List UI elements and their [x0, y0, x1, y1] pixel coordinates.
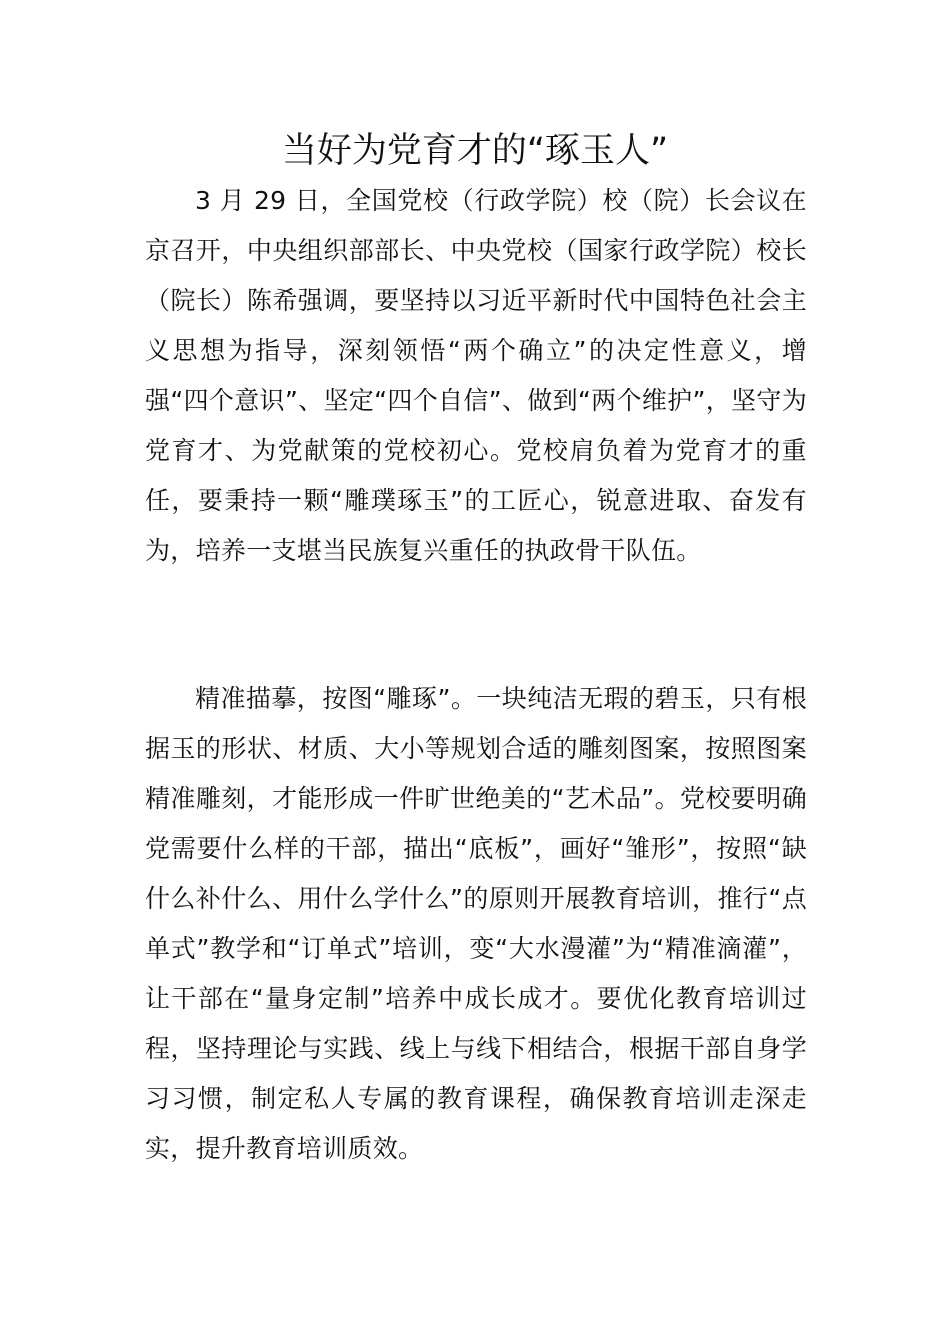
document-title: 当好为党育才的“琢玉人” — [281, 131, 669, 171]
paragraph-1: 3 月 29 日，全国党校（行政学院）校（院）长会议在京召开，中央组织部部长、中央党校（国家行政学院）校长（院长）陈希强调，要坚持以习近平新时代中国特色社会主义思想为指导，深刻领悟“两个确立”的决定性意义，增强“四个意识”、坚定“四个自信”、做到“两个维护”，坚守为党育才、为党献策的党校初心。党校肩负着为党育才的重任，要秉持一颗“雕璞琢玉”的工匠心，锐意进取、奋发有为，培养一支堪当民族复兴重任的执政骨干队伍。 — [145, 186, 807, 565]
paragraph-2: 精准描摹，按图“雕琢”。一块纯洁无瑕的碧玉，只有根据玉的形状、材质、大小等规划合适的雕刻图案，按照图案精准雕刻，才能形成一件旷世绝美的“艺术品”。党校要明确党需要什么样的干部，描出“底板”，画好“雏形”，按照“缺什么补什么、用什么学什么”的原则开展教育培训，推行“点单式”教学和“订单式”培训，变“大水漫灌”为“精准滴灌”，让干部在“量身定制”培养中成长成才。要优化教育培训过程，坚持理论与实践、线上与线下相结合，根据干部自身学习习惯，制定私人专属的教育课程，确保教育培训走深走实，提升教育培训质效。 — [145, 684, 807, 1163]
